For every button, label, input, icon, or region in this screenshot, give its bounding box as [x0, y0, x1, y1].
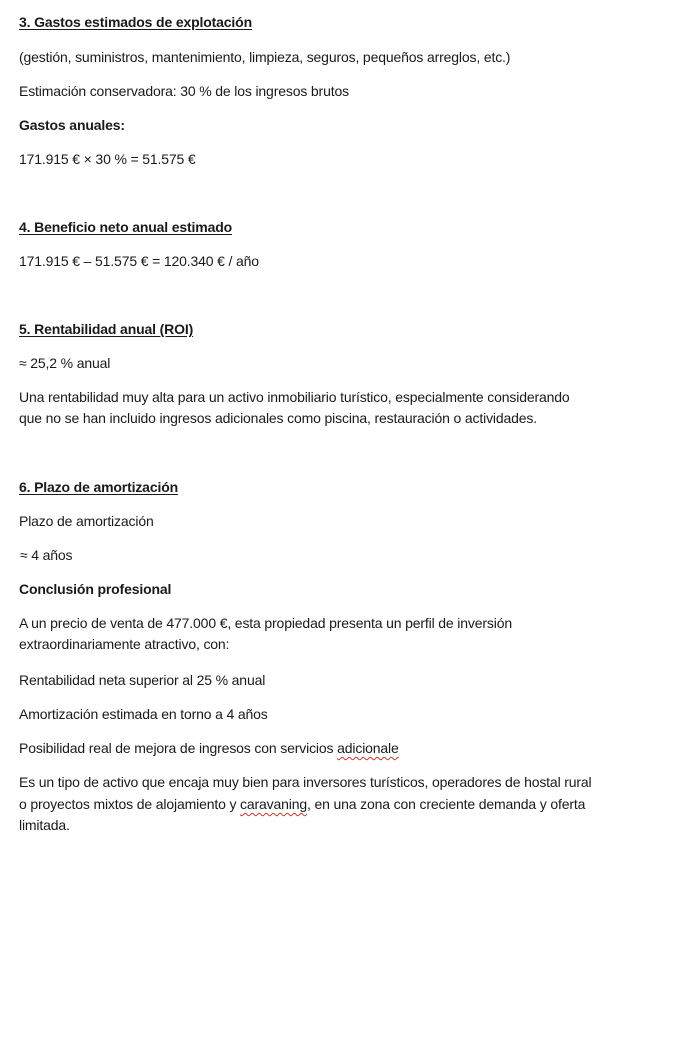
- section-3-subtitle: (gestión, suministros, mantenimiento, limpieza, seguros, pequeños arreglos, etc.): [19, 49, 511, 65]
- section-5-value: ≈ 25,2 % anual: [19, 355, 111, 371]
- section-5-heading: 5. Rentabilidad anual (ROI): [19, 321, 194, 337]
- section-4-heading: 4. Beneficio neto anual estimado: [19, 219, 233, 235]
- conclusion-point-2: Amortización estimada en torno a 4 años: [19, 706, 268, 722]
- conclusion-closing-line-1: Es un tipo de activo que encaja muy bien para inversores turísticos, operadores de hostal rural: [19, 774, 592, 790]
- section-6-heading: 6. Plazo de amortización: [19, 479, 178, 495]
- conclusion-point-3: [19, 738, 664, 758]
- conclusion-closing-line-2-prefix: o proyectos mixtos de alojamiento y: [19, 796, 241, 812]
- section-5-paragraph-line-2: que no se han incluido ingresos adicionales como piscina, restauración o actividades.: [19, 410, 538, 426]
- section-3-estimate: Estimación conservadora: 30 % de los ingresos brutos: [19, 83, 349, 99]
- section-4-formula: 171.915 € – 51.575 € = 120.340 € / año: [19, 253, 259, 269]
- conclusion-closing-line-2-suffix: , en una zona con creciente demanda y oferta: [307, 796, 586, 812]
- conclusion-heading: Conclusión profesional: [19, 581, 172, 597]
- section-6-label: Plazo de amortización: [19, 513, 154, 529]
- section-5-paragraph-line-1: Una rentabilidad muy alta para un activo inmobiliario turístico, especialmente considerando: [19, 389, 570, 405]
- spellcheck-word-caravaning: caravaning: [240, 796, 308, 812]
- section-3-annual-label: Gastos anuales:: [19, 117, 125, 133]
- conclusion-intro-line-1: A un precio de venta de 477.000 €, esta propiedad presenta un perfil de inversión: [19, 615, 512, 631]
- conclusion-intro-line-2: extraordinariamente atractivo, con:: [19, 636, 230, 652]
- spellcheck-word-adicionale: adicionale: [337, 740, 399, 756]
- conclusion-point-3-text: Posibilidad real de mejora de ingresos con servicios: [19, 740, 338, 756]
- conclusion-closing-line-2: [19, 794, 664, 814]
- section-6-value: ≈ 4 años: [20, 547, 73, 563]
- conclusion-point-1: Rentabilidad neta superior al 25 % anual: [19, 672, 266, 688]
- conclusion-closing-line-3: limitada.: [19, 817, 70, 833]
- section-3-formula: 171.915 € × 30 % = 51.575 €: [19, 151, 196, 167]
- section-3-heading: 3. Gastos estimados de explotación: [19, 14, 252, 30]
